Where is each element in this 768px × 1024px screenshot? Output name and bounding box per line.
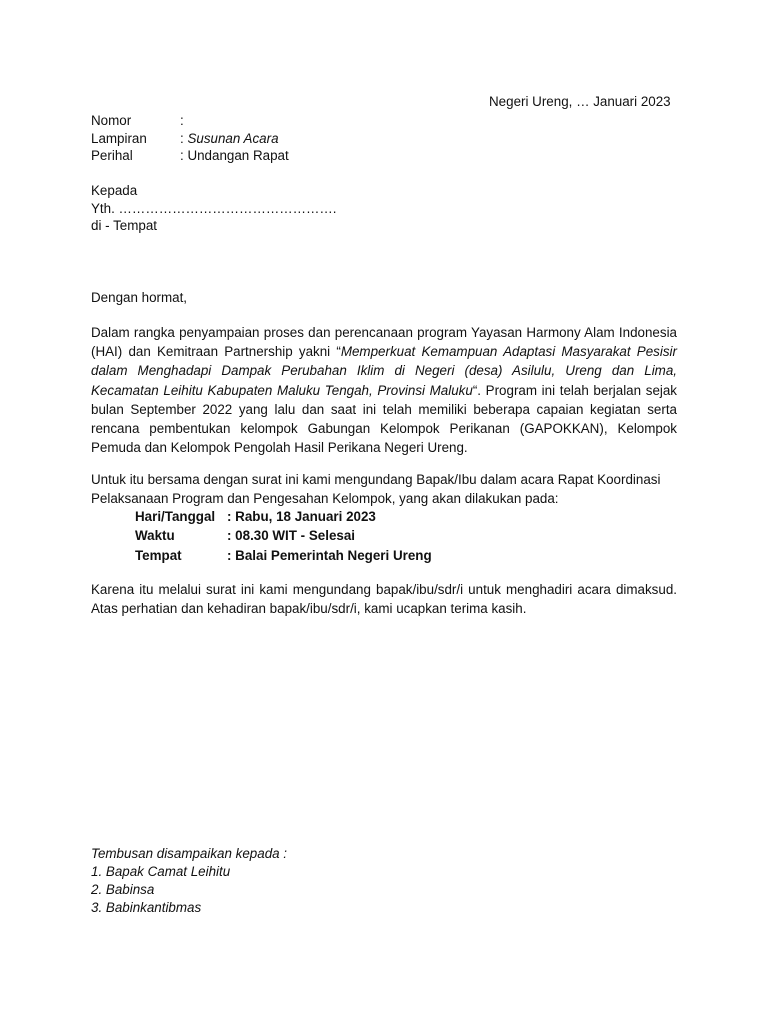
meta-value-italic: Susunan Acara [187, 130, 279, 146]
meta-value: : [180, 113, 184, 128]
meta-row-lampiran [91, 129, 289, 147]
cc-heading: Tembusan disampaikan kepada : [91, 846, 288, 861]
event-details [135, 507, 432, 565]
detail-key: Hari/Tanggal [135, 509, 216, 524]
detail-key: Tempat [135, 547, 182, 563]
letter-meta [91, 111, 289, 164]
detail-row-time [135, 526, 432, 545]
meta-key: Perihal [91, 148, 133, 163]
cc-item: 2. Babinsa [91, 882, 155, 897]
cc-item: 3. Babinkantibmas [91, 900, 202, 915]
program-title: Memperkuat Kemampuan Adaptasi Masyarakat Pesisir dalam Menghadapi Dampak Perubahan Iklim di Negeri (desa) Asilulu, Ureng dan Lima, Kecamatan Leihitu Kabupaten Maluku Tengah, Provinsi Maluku [91, 344, 677, 398]
meta-key: Nomor [91, 113, 132, 128]
recipient-line: Kepada [91, 183, 138, 198]
meta-value-prefix: : [180, 130, 188, 146]
meta-value [180, 129, 279, 147]
paragraph-2: Untuk itu bersama dengan surat ini kami mengundang Bapak/Ibu dalam acara Rapat Koordinasi Pelaksanaan Program dan Pengesahan Kelompok, yang akan dilakukan pada: [91, 472, 661, 507]
paragraph-1 [91, 323, 677, 457]
letter-dateline: Negeri Ureng, … Januari 2023 [489, 94, 671, 109]
detail-value: : Rabu, 18 Januari 2023 [227, 509, 376, 524]
detail-row-place [135, 546, 432, 565]
detail-value: : 08.30 WIT - Selesai [227, 528, 356, 544]
meta-row-perihal [91, 146, 289, 164]
meta-value: : Undangan Rapat [180, 148, 289, 163]
salutation: Dengan hormat, [91, 290, 188, 305]
meta-row-nomor [91, 111, 289, 129]
detail-key: Waktu [135, 528, 175, 544]
recipient-line: Yth. …………………………………………. [91, 200, 337, 216]
cc-block [91, 845, 287, 917]
recipient-block [91, 182, 337, 235]
paragraph-1-text: Dalam rangka penyampaian proses dan perencanaan program Yayasan Harmony Alam Indonesia (HAI) dan Kemitraan Partnership yakni “ [91, 325, 677, 360]
recipient-line: di - Tempat [91, 218, 157, 233]
detail-value: : Balai Pemerintah Negeri Ureng [227, 547, 432, 563]
cc-item: 1. Bapak Camat Leihitu [91, 864, 231, 879]
detail-row-date [135, 507, 432, 526]
paragraph-1-text-cont: “. Program ini telah berjalan sejak bulan September 2022 yang lalu dan saat ini telah memiliki beberapa capaian kegiatan serta rencana pembentukan kelompok Gabungan Kelompok Perikanan (GAPOKKAN), Kelompok Pemuda dan Kelompok Pengolah Hasil Perikana Negeri Ureng. [91, 382, 678, 456]
paragraph-3: Karena itu melalui surat ini kami mengundang bapak/ibu/sdr/i untuk menghadiri acara dimaksud. Atas perhatian dan kehadiran bapak/ibu/sdr/i, kami ucapkan terima kasih. [91, 582, 677, 617]
meta-key: Lampiran [91, 130, 147, 146]
